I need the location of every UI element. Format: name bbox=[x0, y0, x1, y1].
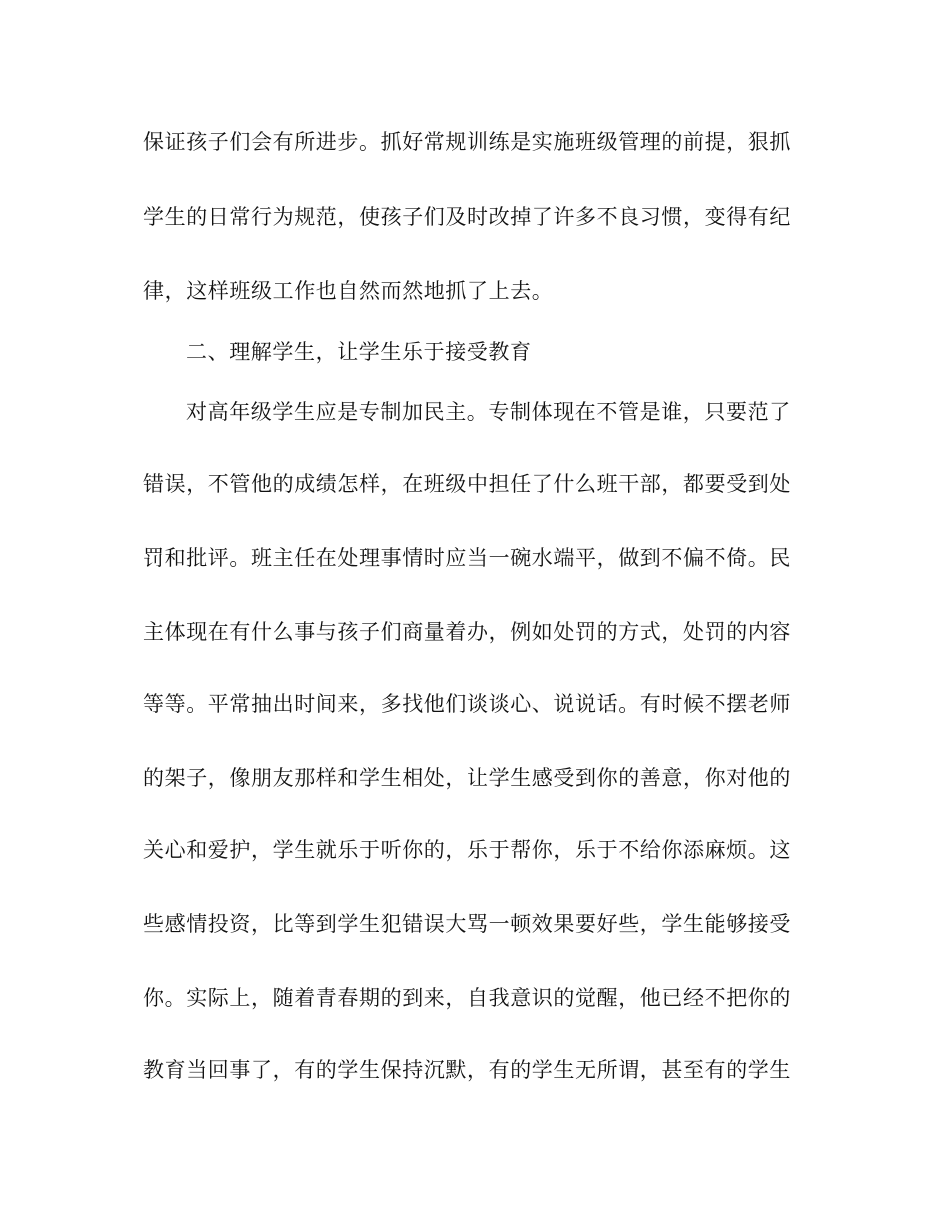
paragraph-line: 些感情投资，比等到学生犯错误大骂一顿效果要好些，学生能够接受 bbox=[143, 912, 791, 936]
paragraph-line: 等等。平常抽出时间来，多找他们谈谈心、说说话。有时候不摆老师 bbox=[143, 692, 791, 716]
paragraph-line: 保证孩子们会有所进步。抓好常规训练是实施班级管理的前提，狠抓 bbox=[143, 130, 791, 154]
paragraph-line: 你。实际上，随着青春期的到来，自我意识的觉醒，他已经不把你的 bbox=[143, 986, 791, 1010]
section-heading: 二、理解学生，让学生乐于接受教育 bbox=[186, 340, 532, 364]
paragraph-line: 学生的日常行为规范，使孩子们及时改掉了许多不良习惯，变得有纪 bbox=[143, 205, 791, 229]
paragraph-line: 主体现在有什么事与孩子们商量着办，例如处罚的方式，处罚的内容 bbox=[143, 620, 791, 644]
paragraph-line: 对高年级学生应是专制加民主。专制体现在不管是谁，只要范了 bbox=[186, 400, 791, 424]
paragraph-line: 错误，不管他的成绩怎样，在班级中担任了什么班干部，都要受到处 bbox=[143, 472, 791, 496]
paragraph-line: 的架子，像朋友那样和学生相处，让学生感受到你的善意，你对他的 bbox=[143, 766, 791, 790]
paragraph-line: 关心和爱护，学生就乐于听你的，乐于帮你，乐于不给你添麻烦。这 bbox=[143, 838, 791, 862]
paragraph-line: 律，这样班级工作也自然而然地抓了上去。 bbox=[143, 279, 554, 303]
paragraph-line: 教育当回事了，有的学生保持沉默，有的学生无所谓，甚至有的学生 bbox=[143, 1058, 791, 1082]
paragraph-line: 罚和批评。班主任在处理事情时应当一碗水端平，做到不偏不倚。民 bbox=[143, 546, 791, 570]
